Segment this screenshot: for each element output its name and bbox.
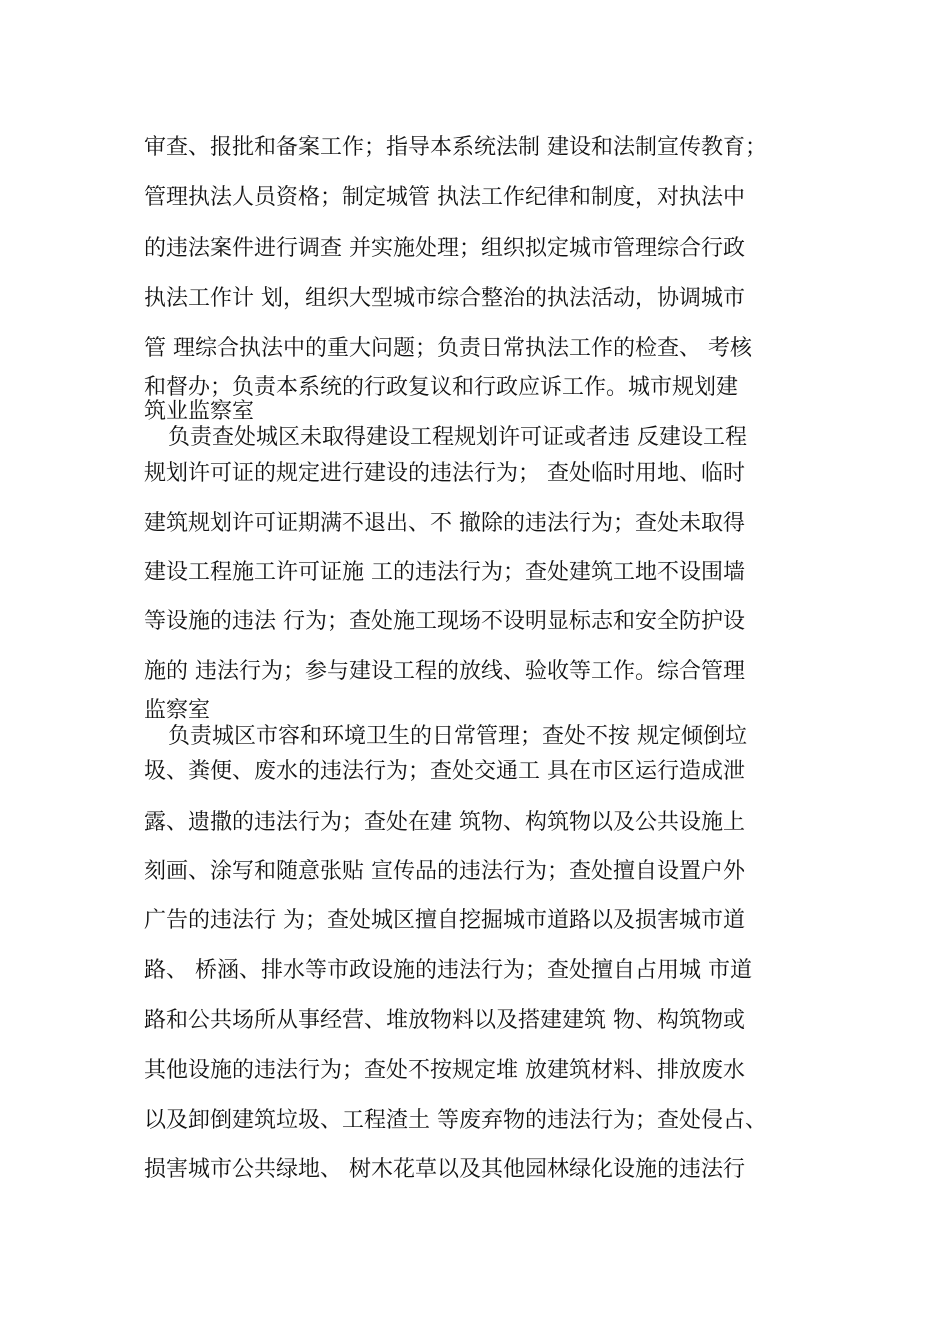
text-line: 建设工程施工许可证施 工的违法行为；查处建筑工地不设围墙 — [144, 560, 745, 585]
text-line: 损害城市公共绿地、 树木花草以及其他园林绿化设施的违法行 — [144, 1157, 745, 1182]
text-line: 规划许可证的规定进行建设的违法行为； 查处临时用地、临时 — [144, 461, 745, 486]
text-line: 管 理综合执法中的重大问题；负责日常执法工作的检查、 考核 — [144, 336, 752, 361]
text-line: 的违法案件进行调查 并实施处理；组织拟定城市管理综合行政 — [144, 236, 745, 261]
text-line: 路和公共场所从事经营、堆放物料以及搭建建筑 物、构筑物或 — [144, 1008, 745, 1033]
text-line: 刻画、涂写和随意张贴 宣传品的违法行为；查处擅自设置户外 — [144, 859, 745, 884]
text-line: 广告的违法行 为；查处城区擅自挖掘城市道路以及损害城市道 — [144, 908, 745, 933]
text-line: 施的 违法行为；参与建设工程的放线、验收等工作。综合管理 — [144, 659, 745, 684]
text-line: 路、 桥涵、排水等市政设施的违法行为；查处擅自占用城 市道 — [144, 958, 752, 983]
text-line: 负责城区市容和环境卫生的日常管理；查处不按 规定倾倒垃 — [168, 724, 747, 749]
text-line: 和督办；负责本系统的行政复议和行政应诉工作。城市规划建 — [144, 375, 739, 400]
section-heading: 监察室 — [144, 698, 211, 723]
text-line: 等设施的违法 行为；查处施工现场不设明显标志和安全防护设 — [144, 609, 745, 634]
text-line: 圾、粪便、废水的违法行为；查处交通工 具在市区运行造成泄 — [144, 759, 745, 784]
text-line: 露、遗撒的违法行为；查处在建 筑物、构筑物以及公共设施上 — [144, 810, 745, 835]
text-line: 以及卸倒建筑垃圾、工程渣土 等废弃物的违法行为；查处侵占、 — [144, 1108, 767, 1133]
text-line: 执法工作计 划，组织大型城市综合整治的执法活动，协调城市 — [144, 286, 745, 311]
text-line: 审查、报批和备案工作；指导本系统法制 建设和法制宣传教育； — [144, 135, 767, 160]
text-line: 管理执法人员资格；制定城管 执法工作纪律和制度，对执法中 — [144, 185, 745, 210]
text-line: 负责查处城区未取得建设工程规划许可证或者违 反建设工程 — [168, 425, 747, 450]
text-line: 其他设施的违法行为；查处不按规定堆 放建筑材料、排放废水 — [144, 1058, 745, 1083]
text-line: 建筑规划许可证期满不退出、不 撤除的违法行为；查处未取得 — [144, 511, 745, 536]
section-heading: 筑业监察室 — [144, 399, 255, 424]
